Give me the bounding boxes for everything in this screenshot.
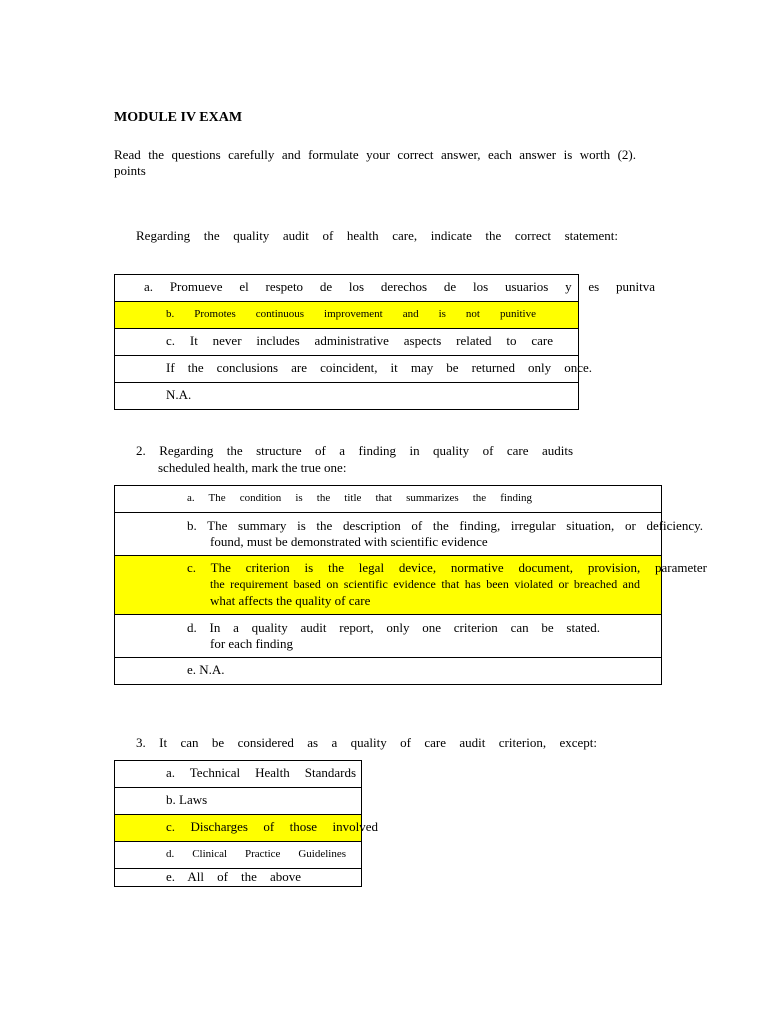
q1-option-b[interactable]: b. Promotes continuous improvement and is not punitive: [115, 302, 579, 329]
q2-option-b[interactable]: b. The summary is the description of the finding, irregular situation, or deficiency. found, must be demonstrated with scientific evidence: [115, 513, 662, 556]
q1-option-d[interactable]: If the conclusions are coincident, it may be returned only once.: [115, 356, 579, 383]
question-3: 3. It can be considered as a quality of care audit criterion, except:: [136, 735, 597, 750]
q1-option-e[interactable]: N.A.: [115, 383, 579, 410]
q2-option-a[interactable]: a. The condition is the title that summarizes the finding: [115, 486, 662, 513]
q3-option-c[interactable]: c. Discharges of those involved: [115, 815, 362, 842]
q2-option-e[interactable]: e. N.A.: [115, 658, 662, 685]
q3-option-d[interactable]: d. Clinical Practice Guidelines: [115, 842, 362, 869]
page-title: MODULE IV EXAM: [114, 110, 243, 125]
q1-option-a[interactable]: a. Promueve el respeto de los derechos de los usuarios y es punitva: [115, 275, 579, 302]
question-3-options: [114, 760, 378, 887]
question-2-line-2: scheduled health, mark the true one:: [158, 460, 347, 475]
q3-option-e[interactable]: e. All of the above: [115, 869, 362, 887]
q3-option-a[interactable]: a. Technical Health Standards: [115, 761, 362, 788]
question-1: Regarding the quality audit of health care, indicate the correct statement:: [136, 228, 618, 243]
q1-option-c[interactable]: c. It never includes administrative aspects related to care: [115, 329, 579, 356]
q2-option-c[interactable]: c. The criterion is the legal device, normative document, provision, parameter the requirement based on scientific evidence that has been violated or breached and what affects the quality of care: [115, 556, 662, 615]
q2-option-d[interactable]: d. In a quality audit report, only one criterion can be stated. for each finding: [115, 615, 662, 658]
question-2-options: [114, 485, 707, 685]
instructions-line-2: points: [114, 163, 146, 178]
question-2-line-1: 2. Regarding the structure of a finding in quality of care audits: [136, 443, 573, 458]
question-1-options: [114, 274, 655, 410]
q3-option-b[interactable]: b. Laws: [115, 788, 362, 815]
instructions-line-1: Read the questions carefully and formulate your correct answer, each answer is worth (2).: [114, 147, 636, 162]
